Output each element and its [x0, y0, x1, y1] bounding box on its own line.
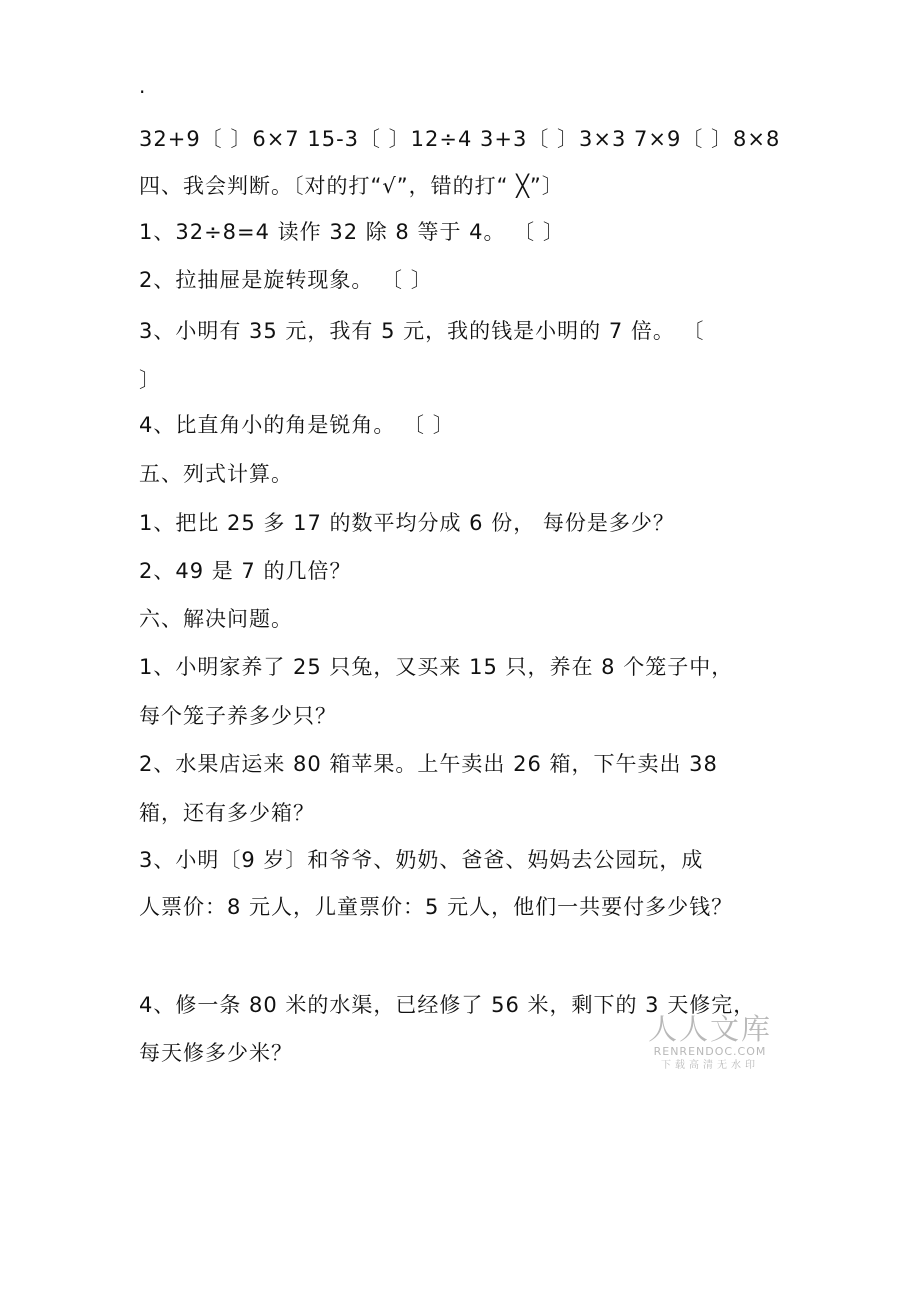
- calculation-item-1: 1、把比 25 多 17 的数平均分成 6 份， 每份是多少？: [139, 511, 675, 535]
- watermark-subtitle: 下载高清无水印: [661, 1060, 759, 1071]
- section-six-heading: 六、解决问题。: [139, 607, 293, 631]
- judgment-item-2: 2、拉抽屉是旋转现象。 〔 〕: [139, 268, 433, 292]
- problem-2-line-2: 箱，还有多少箱？: [139, 801, 315, 825]
- problem-3-line-2: 人票价：8 元人，儿童票价：5 元人，他们一共要付多少钱？: [139, 895, 734, 919]
- section-four-heading: 四、我会判断。〔对的打“√”，错的打“ ╳”〕: [139, 174, 564, 198]
- problem-2-line-1: 2、水果店运来 80 箱苹果。上午卖出 26 箱，下午卖出 38: [139, 752, 718, 776]
- section-five-heading: 五、列式计算。: [139, 462, 293, 486]
- judgment-item-4: 4、比直角小的角是锐角。 〔 〕: [139, 413, 455, 437]
- comparison-exercise-line: 32+9〔 〕6×7 15-3〔 〕12÷4 3+3〔 〕3×3 7×9〔 〕8×8: [139, 127, 781, 151]
- judgment-item-3: 3、小明有 35 元，我有 5 元，我的钱是小明的 7 倍。 〔: [139, 319, 705, 343]
- problem-4-line-2: 每天修多少米？: [139, 1041, 293, 1065]
- calculation-item-2: 2、49 是 7 的几倍？: [139, 559, 352, 583]
- problem-4-line-1: 4、修一条 80 米的水渠，已经修了 56 米，剩下的 3 天修完，: [139, 993, 756, 1017]
- watermark-logo: [646, 1013, 774, 1072]
- judgment-item-1: 1、32÷8=4 读作 32 除 8 等于 4。 〔 〕: [139, 220, 565, 244]
- problem-1-line-1: 1、小明家养了 25 只兔，又买来 15 只，养在 8 个笼子中，: [139, 655, 734, 679]
- watermark-url: RENRENDOC.COM: [653, 1045, 767, 1058]
- watermark-title: 人人文库: [647, 1012, 772, 1046]
- problem-3-line-1: 3、小明〔9 岁〕和爷爷、奶奶、爸爸、妈妈去公园玩，成: [139, 848, 704, 872]
- page-marker: .: [139, 74, 146, 98]
- judgment-item-3-continuation: 〕: [139, 368, 161, 392]
- problem-1-line-2: 每个笼子养多少只？: [139, 704, 337, 728]
